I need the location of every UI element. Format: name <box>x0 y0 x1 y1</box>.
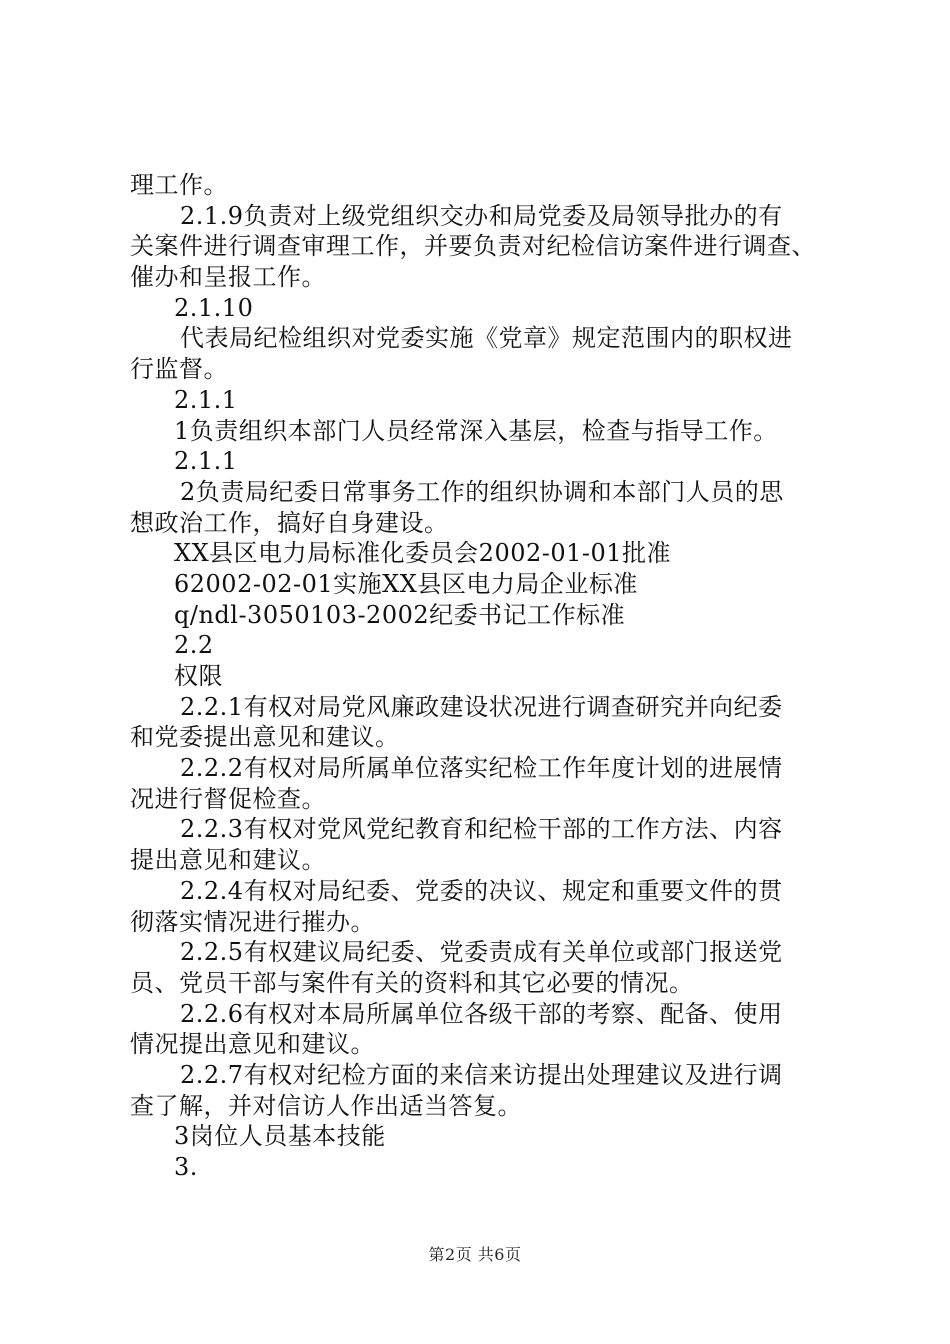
text-line: XX县区电力局标准化委员会2002-01-01批准 <box>174 539 672 568</box>
text-line: 2.1.10 <box>174 293 254 322</box>
text-line: 提出意见和建议。 <box>130 846 326 875</box>
text-line: 情况提出意见和建议。 <box>130 1030 375 1059</box>
text-line: 3. <box>174 1153 198 1181</box>
text-line: 2.2.1有权对局党风廉政建设状况进行调查研究并向纪委 <box>180 692 783 721</box>
text-line: 况进行督促检查。 <box>130 784 326 813</box>
text-line: 3岗位人员基本技能 <box>174 1122 386 1151</box>
text-line: 关案件进行调查审理工作，并要负责对纪检信访案件进行调查、 <box>130 232 816 261</box>
text-line: 查了解，并对信访人作出适当答复。 <box>130 1091 522 1120</box>
text-line: 2.2 <box>174 631 214 660</box>
text-line: 2.2.4有权对局纪委、党委的决议、规定和重要文件的贯 <box>180 876 783 905</box>
text-line: 员、党员干部与案件有关的资料和其它必要的情况。 <box>130 968 694 997</box>
text-line: 想政治工作，搞好自身建设。 <box>130 508 449 537</box>
page-footer: 第2页 共6页 <box>428 1245 522 1264</box>
text-line: 1负责组织本部门人员经常深入基层，检查与指导工作。 <box>174 416 778 445</box>
text-line: 理工作。 <box>130 171 228 199</box>
text-line: 2.1.1 <box>174 447 238 476</box>
text-line: 2负责局纪委日常事务工作的组织协调和本部门人员的思 <box>180 477 784 506</box>
text-line: 62002-02-01实施XX县区电力局企业标准 <box>174 569 638 598</box>
text-line: 权限 <box>174 662 223 690</box>
text-line: 2.1.9负责对上级党组织交办和局党委及局领导批办的有 <box>180 201 783 230</box>
text-line: q/ndl-3050103-2002纪委书记工作标准 <box>174 600 626 629</box>
text-line: 2.2.6有权对本局所属单位各级干部的考察、配备、使用 <box>180 999 783 1028</box>
text-line: 催办和呈报工作。 <box>130 263 326 292</box>
text-line: 2.2.3有权对党风党纪教育和纪检干部的工作方法、内容 <box>180 815 783 844</box>
text-line: 2.2.5有权建议局纪委、党委责成有关单位或部门报送党 <box>180 938 783 967</box>
text-line: 和党委提出意见和建议。 <box>130 723 400 752</box>
text-line: 2.2.2有权对局所属单位落实纪检工作年度计划的进展情 <box>180 754 783 783</box>
text-line: 彻落实情况进行摧办。 <box>130 907 375 936</box>
text-line: 2.2.7有权对纪检方面的来信来访提出处理建议及进行调 <box>180 1060 783 1089</box>
text-line: 代表局纪检组织对党委实施《党章》规定范围内的职权进 <box>180 324 793 353</box>
text-line: 行监督。 <box>130 355 228 384</box>
text-line: 2.1.1 <box>174 385 238 414</box>
document-body <box>130 170 830 1183</box>
